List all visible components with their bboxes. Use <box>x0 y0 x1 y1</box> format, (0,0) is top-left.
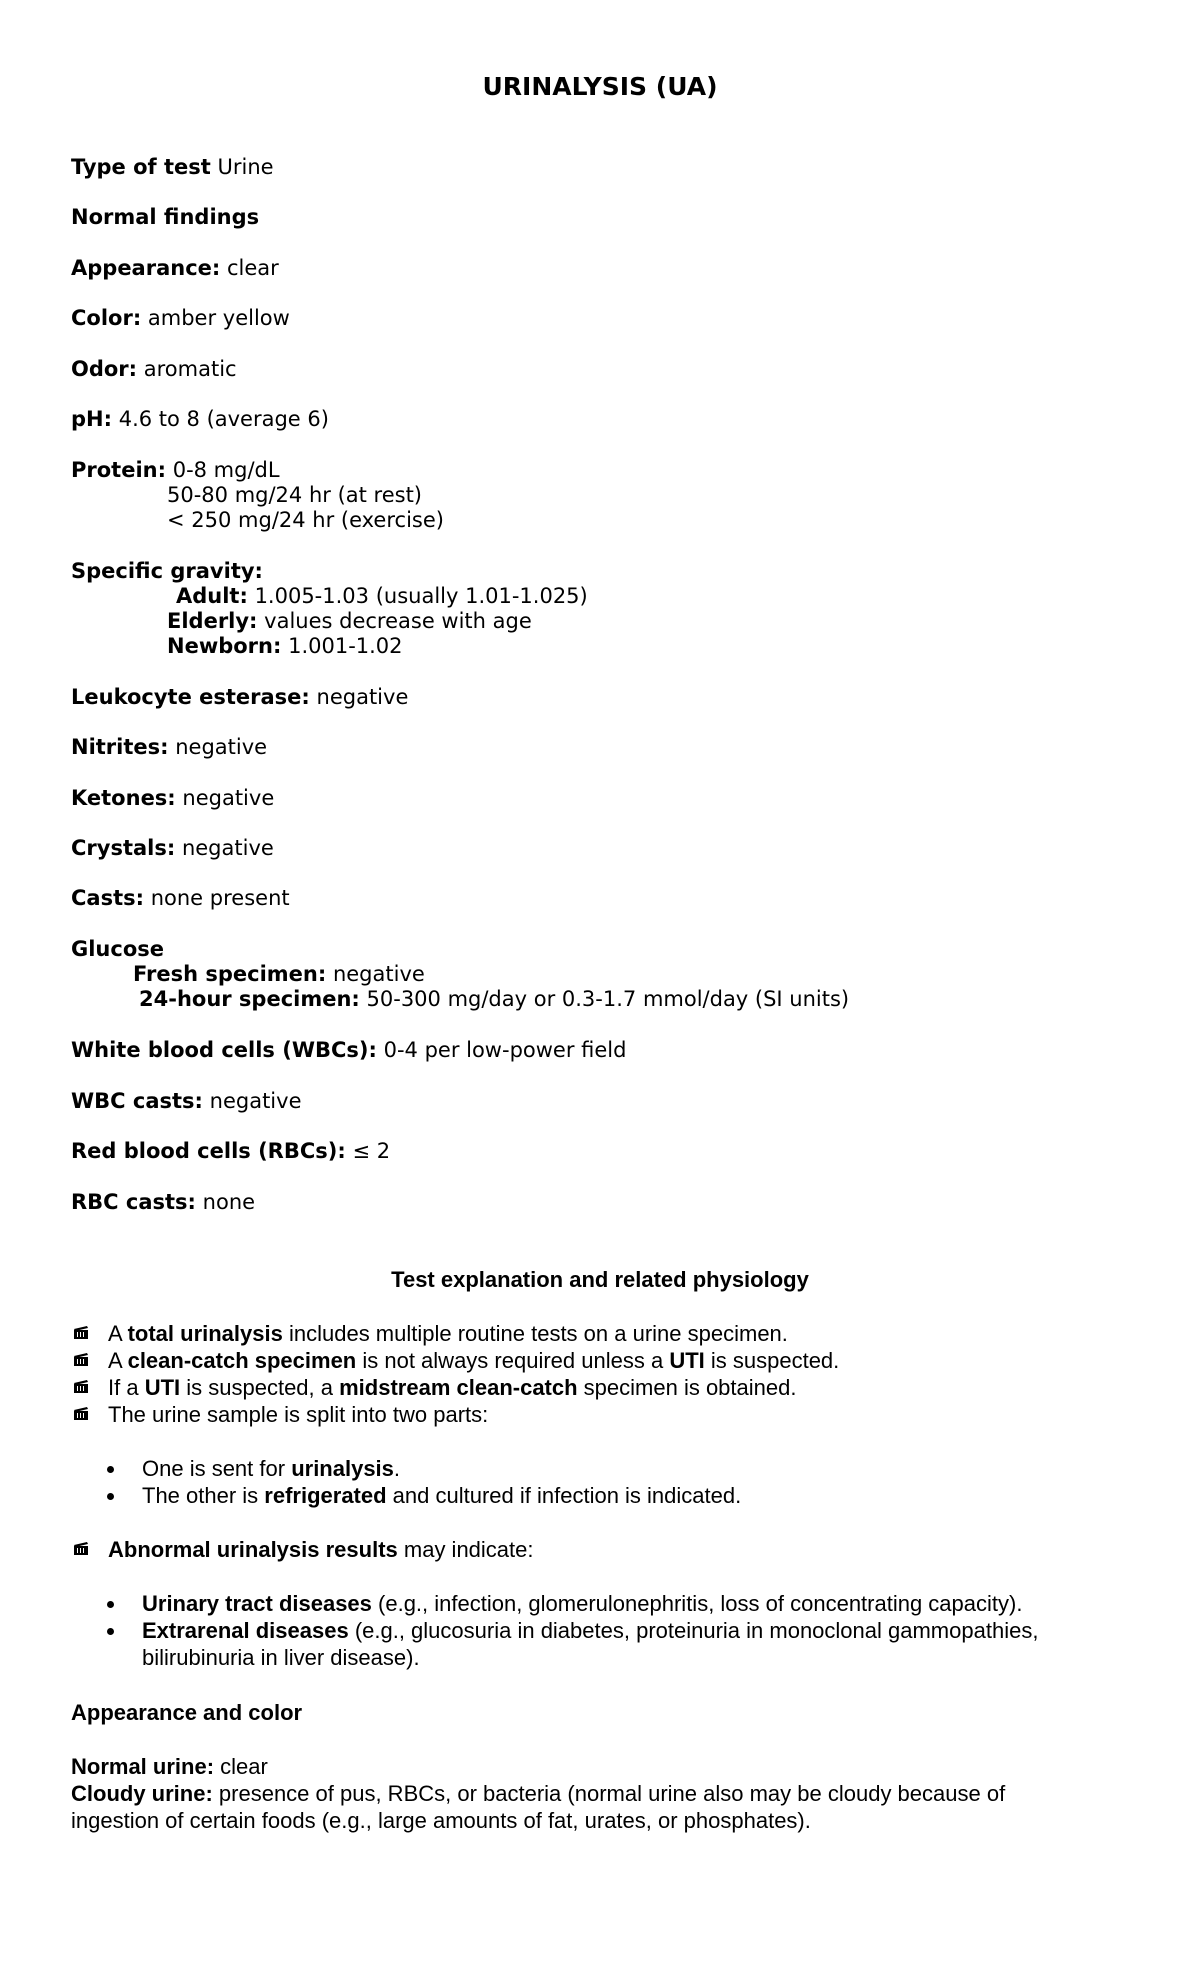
film-bullet-icon <box>74 1542 88 1555</box>
sub-list-item: The other is refrigerated and cultured if infection is indicated. <box>142 1482 741 1509</box>
color-value: amber yellow <box>147 306 290 330</box>
nitrites-line: Nitrites: negative <box>71 735 268 759</box>
protein-label: Protein: <box>71 458 167 482</box>
wbc-line: White blood cells (WBCs): 0-4 per low-power field <box>71 1038 627 1062</box>
bullet-dot-icon <box>107 1466 114 1473</box>
film-bullet-icon <box>74 1380 88 1393</box>
film-bullet-icon <box>74 1407 88 1420</box>
appearance-value: clear <box>226 256 279 280</box>
type-of-test-label: Type of test <box>71 155 211 179</box>
appearance-label: Appearance: <box>71 256 221 280</box>
list-item: The urine sample is split into two parts: <box>108 1401 488 1428</box>
list-item: A total urinalysis includes multiple routine tests on a urine specimen. <box>108 1320 788 1347</box>
rbc-casts-line: RBC casts: none <box>71 1190 256 1214</box>
wbc-casts-line: WBC casts: negative <box>71 1089 302 1113</box>
list-item: Abnormal urinalysis results may indicate: <box>108 1536 534 1563</box>
odor-label: Odor: <box>71 357 138 381</box>
appearance-color-heading: Appearance and color <box>71 1700 303 1725</box>
ph-label: pH: <box>71 407 113 431</box>
protein-value: 0-8 mg/dL <box>172 458 280 482</box>
specific-gravity-heading: Specific gravity: <box>71 559 263 583</box>
normal-findings-heading: Normal findings <box>71 205 260 229</box>
sub-list-item: Extrarenal diseases (e.g., glucosuria in diabetes, proteinuria in monoclonal gammopathies, <box>142 1617 1038 1644</box>
bullet-dot-icon <box>107 1601 114 1608</box>
sg-newborn-line: Newborn: 1.001-1.02 <box>167 634 403 658</box>
type-of-test-value: Urine <box>217 155 274 179</box>
protein-rest: 50-80 mg/24 hr (at rest) <box>167 483 423 507</box>
explanation-heading: Test explanation and related physiology <box>391 1267 809 1292</box>
color-label: Color: <box>71 306 142 330</box>
cloudy-urine-continuation: ingestion of certain foods (e.g., large amounts of fat, urates, or phosphates). <box>71 1808 811 1833</box>
protein-line <box>71 457 280 483</box>
list-item: If a UTI is suspected, a midstream clean-catch specimen is obtained. <box>108 1374 796 1401</box>
rbc-line: Red blood cells (RBCs): ≤ 2 <box>71 1139 391 1163</box>
ph-line <box>71 406 329 432</box>
protein-exercise: < 250 mg/24 hr (exercise) <box>167 508 444 532</box>
appearance-line <box>71 255 279 281</box>
sg-elderly-line: Elderly: values decrease with age <box>167 609 532 633</box>
bullet-dot-icon <box>107 1493 114 1500</box>
glucose-fresh-line: Fresh specimen: negative <box>133 962 425 986</box>
sub-list-item: Urinary tract diseases (e.g., infection, glomerulonephritis, loss of concentrating capacity). <box>142 1590 1022 1617</box>
sub-list-item-continuation: bilirubinuria in liver disease). <box>142 1645 420 1670</box>
page-title: URINALYSIS (UA) <box>482 72 718 101</box>
type-of-test-line <box>71 154 274 180</box>
film-bullet-icon <box>74 1326 88 1339</box>
ketones-line: Ketones: negative <box>71 786 275 810</box>
glucose-24h-line: 24-hour specimen: 50-300 mg/day or 0.3-1.7 mmol/day (SI units) <box>139 987 850 1011</box>
normal-urine-line: Normal urine: clear <box>71 1754 268 1779</box>
list-item: A clean-catch specimen is not always required unless a UTI is suspected. <box>108 1347 839 1374</box>
crystals-line: Crystals: negative <box>71 836 274 860</box>
color-line <box>71 305 290 331</box>
odor-line <box>71 356 237 382</box>
sub-list-item: One is sent for urinalysis. <box>142 1455 400 1482</box>
cloudy-urine-line: Cloudy urine: presence of pus, RBCs, or bacteria (normal urine also may be cloudy because of <box>71 1781 1006 1806</box>
leukocyte-line: Leukocyte esterase: negative <box>71 685 409 709</box>
ph-value: 4.6 to 8 (average 6) <box>118 407 329 431</box>
film-bullet-icon <box>74 1353 88 1366</box>
odor-value: aromatic <box>143 357 237 381</box>
glucose-heading: Glucose <box>71 937 165 961</box>
casts-line: Casts: none present <box>71 886 290 910</box>
sg-adult-line: Adult: 1.005-1.03 (usually 1.01-1.025) <box>176 584 588 608</box>
bullet-dot-icon <box>107 1628 114 1635</box>
